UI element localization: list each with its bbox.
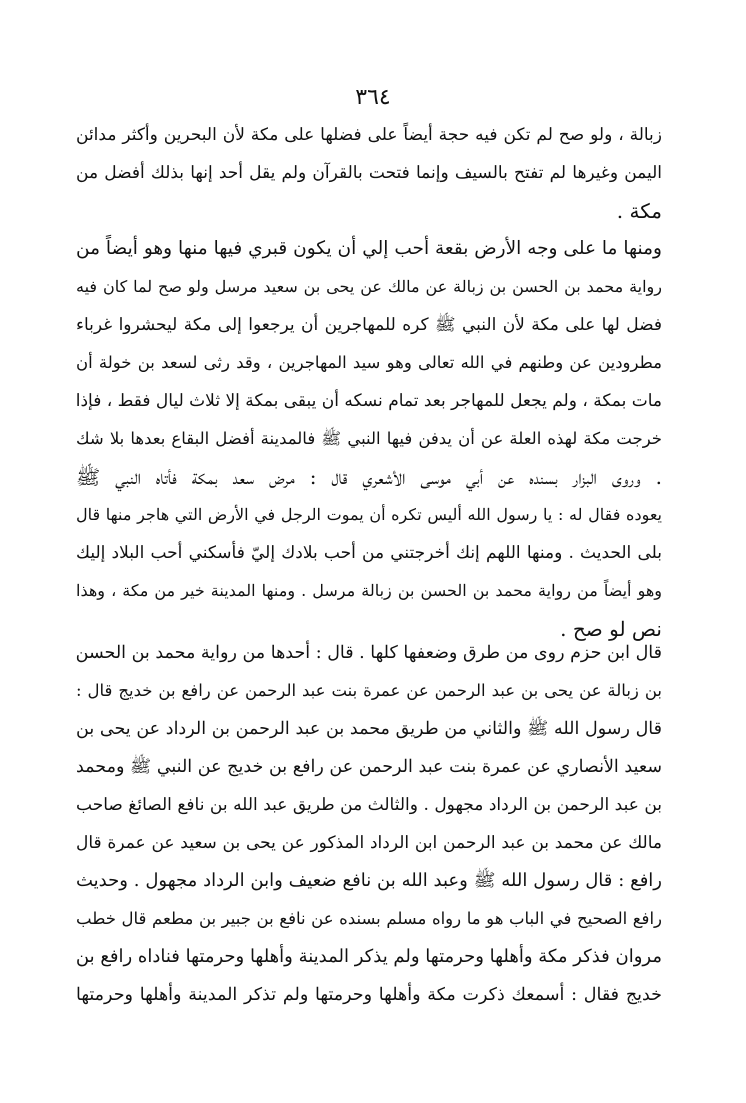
text-line: بلى الحديث . ومنها اللهم إنك أخرجتني من أحب بلادك إليّ فأسكني أحب البلاد إليك: [76, 543, 662, 563]
text-line: مكة .: [616, 199, 662, 223]
paragraph: [76, 230, 662, 648]
text-line: قال ابن حزم روى من طرق وضعفها كلها . قال : أحدها من رواية محمد بن الحسن: [75, 643, 662, 663]
text-line: خرجت مكة لهذه العلة عن أن يدفن فيها النبي ﷺ فالمدينة أفضل البقاع بعدها بلا شك: [76, 429, 662, 448]
text-line: مات بمكة ، ولم يجعل للمهاجر بعد تمام نسكه أن يبقى بمكة إلا ثلاث ليال فقط ، فإذا: [75, 391, 662, 411]
text-line: ومنها ما على وجه الأرض بقعة أحب إلي أن يكون قبري فيها منها وهو أيضاً من: [76, 238, 662, 259]
body-text: [76, 634, 662, 1014]
paragraph: [76, 116, 662, 230]
text-line: مالك عن محمد بن عبد الرحمن ابن الرداد المذكور عن يحى بن سعيد عن عمرة قال: [76, 833, 662, 853]
text-line: مروان فذكر مكة وأهلها وحرمتها ولم يذكر المدينة وأهلها وحرمتها فناداه رافع بن: [75, 946, 662, 967]
body-text: [76, 230, 662, 648]
text-line: . وروى البزار بسنده عن أبي موسى الأشعري قال : مرض سعد بمكة فأتاه النبي ﷺ: [76, 465, 662, 489]
text-line: نص لو صح .: [560, 617, 662, 641]
text-line: مطرودين عن وطنهم في الله تعالى وهو سيد المهاجرين ، وقد رثى لسعد بن خولة أن: [76, 353, 662, 372]
text-line: زبالة ، ولو صح لم تكن فيه حجة أيضاً على فضلها على مكة لأن البحرين وأكثر مدائن: [76, 125, 662, 145]
page-number: ٣٦٤: [355, 85, 391, 110]
text-line: رواية محمد بن الحسن بن زبالة عن مالك عن يحى بن سعيد مرسل ولو صح لما كان فيه: [76, 277, 662, 296]
text-line: رافع الصحيح في الباب هو ما رواه مسلم بسنده عن نافع بن جبير بن مطعم قال خطب: [76, 909, 662, 928]
text-line: وهو أيضاً من رواية محمد بن الحسن بن زبالة مرسل . ومنها المدينة خير من مكة ، وهذا: [76, 581, 662, 600]
body-text: [76, 116, 662, 230]
text-line: سعيد الأنصاري عن عمرة بنت عبد الرحمن عن رافع بن خديج عن النبي ﷺ ومحمد: [76, 757, 662, 777]
text-line: بن زبالة عن يحى بن عبد الرحمن عن عمرة بنت عبد الرحمن عن رافع بن خديج قال :: [76, 681, 662, 700]
text-line: رافع : قال رسول الله ﷺ وعبد الله بن نافع ضعيف وابن الرداد مجهول . وحديث: [76, 870, 662, 891]
paragraph: [76, 634, 662, 1014]
text-line: قال رسول الله ﷺ والثاني من طريق محمد بن عبد الرحمن بن الرداد عن يحى بن: [76, 719, 662, 739]
text-line: يعوده فقال له : يا رسول الله أليس تكره أن يموت الرجل في الأرض التي هاجر منها قال: [76, 505, 662, 524]
text-line: فضل لها على مكة لأن النبي ﷺ كره للمهاجرين أن يرجعوا إلى مكة ليحشروا غرباء: [76, 315, 662, 335]
text-line: بن عبد الرحمن بن الرداد مجهول . والثالث من طريق عبد الله بن نافع الصائغ صاحب: [76, 795, 662, 815]
text-line: اليمن وغيرها لم تفتح بالسيف وإنما فتحت بالقرآن ولم يقل أحد إنها بذلك أفضل من: [76, 163, 662, 183]
text-line: خديج فقال : أسمعك ذكرت مكة وأهلها وحرمتها ولم تذكر المدينة وأهلها وحرمتها: [76, 985, 662, 1005]
